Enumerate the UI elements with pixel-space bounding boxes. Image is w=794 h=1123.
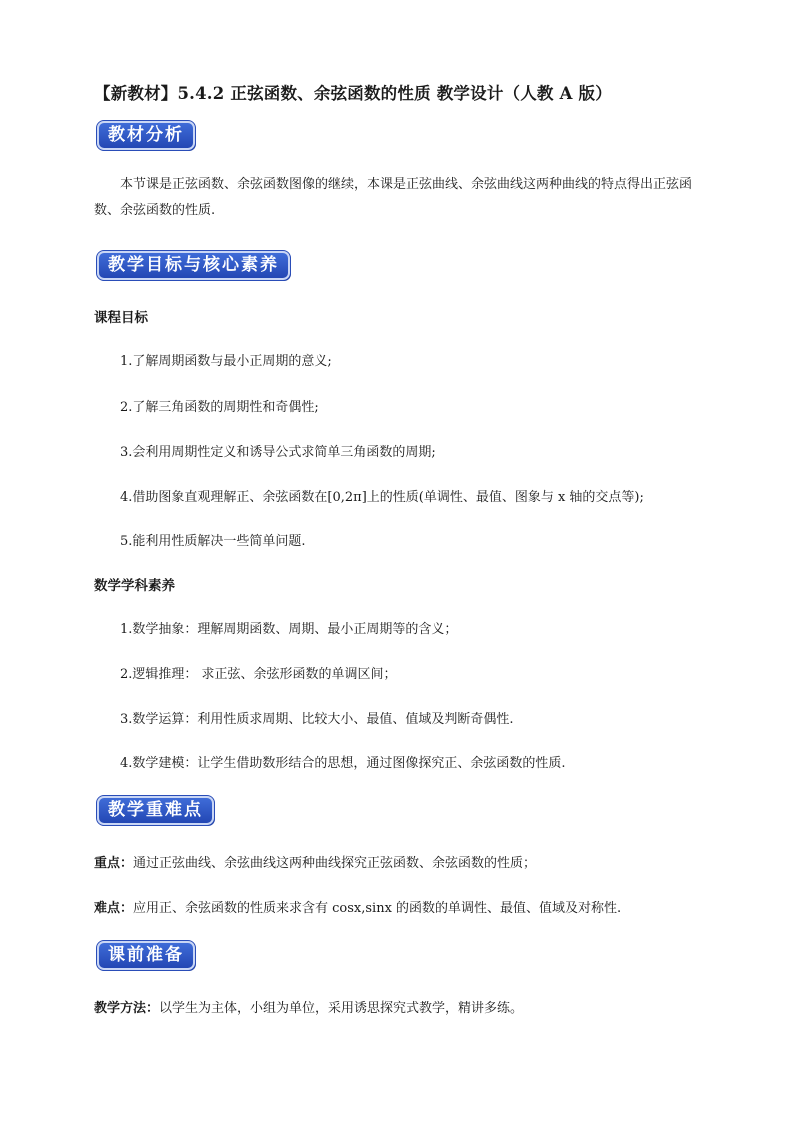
course-goals-heading: 课程目标 xyxy=(94,310,148,326)
course-goal-item: 3.会利用周期性定义和诱导公式求简单三角函数的周期; xyxy=(120,445,436,460)
difficult-point-text: 应用正、余弦函数的性质来求含有 cosx,sinx 的函数的单调性、最值、值域及对称性. xyxy=(133,901,622,916)
teaching-method-label: 教学方法： xyxy=(94,1001,160,1016)
course-goal-item: 4.借助图象直观理解正、余弦函数在[0,2π]上的性质(单调性、最值、图象与 x 轴的交点等); xyxy=(120,490,644,505)
literacy-item: 2.逻辑推理： 求正弦、余弦形函数的单调区间； xyxy=(120,667,397,682)
analysis-paragraph: 本节课是正弦函数、余弦函数图像的继续，本课是正弦曲线、余弦曲线这两种曲线的特点得出正弦函数、余弦函数的性质. xyxy=(94,177,693,218)
literacy-item: 3.数学运算：利用性质求周期、比较大小、最值、值域及判断奇偶性. xyxy=(120,712,514,727)
literacy-heading: 数学学科素养 xyxy=(94,578,175,594)
section-badge-analysis: 教材分析 xyxy=(97,121,195,150)
key-point-label: 重点： xyxy=(94,856,134,871)
literacy-item: 4.数学建模：让学生借助数形结合的思想，通过图像探究正、余弦函数的性质. xyxy=(120,756,566,771)
teaching-method-text: 以学生为主体，小组为单位，采用诱思探究式教学，精讲多练。 xyxy=(159,1001,524,1016)
key-point-row xyxy=(94,852,536,871)
difficult-point-label: 难点： xyxy=(94,901,134,916)
section-badge-key-points: 教学重难点 xyxy=(97,796,214,825)
document-title: 【新教材】5.4.2 正弦函数、余弦函数的性质 教学设计（人教 A 版） xyxy=(94,84,612,103)
teaching-method-row xyxy=(94,997,523,1016)
course-goal-item: 1.了解周期函数与最小正周期的意义; xyxy=(120,354,332,369)
course-goal-item: 5.能利用性质解决一些简单问题. xyxy=(120,534,306,549)
section-badge-goals: 教学目标与核心素养 xyxy=(97,251,290,280)
literacy-item: 1.数学抽象：理解周期函数、周期、最小正周期等的含义； xyxy=(120,622,458,637)
difficult-point-row xyxy=(94,897,621,916)
key-point-text: 通过正弦曲线、余弦曲线这两种曲线探究正弦函数、余弦函数的性质； xyxy=(133,856,537,871)
course-goal-item: 2.了解三角函数的周期性和奇偶性; xyxy=(120,400,319,415)
section-badge-preparation: 课前准备 xyxy=(97,941,195,970)
